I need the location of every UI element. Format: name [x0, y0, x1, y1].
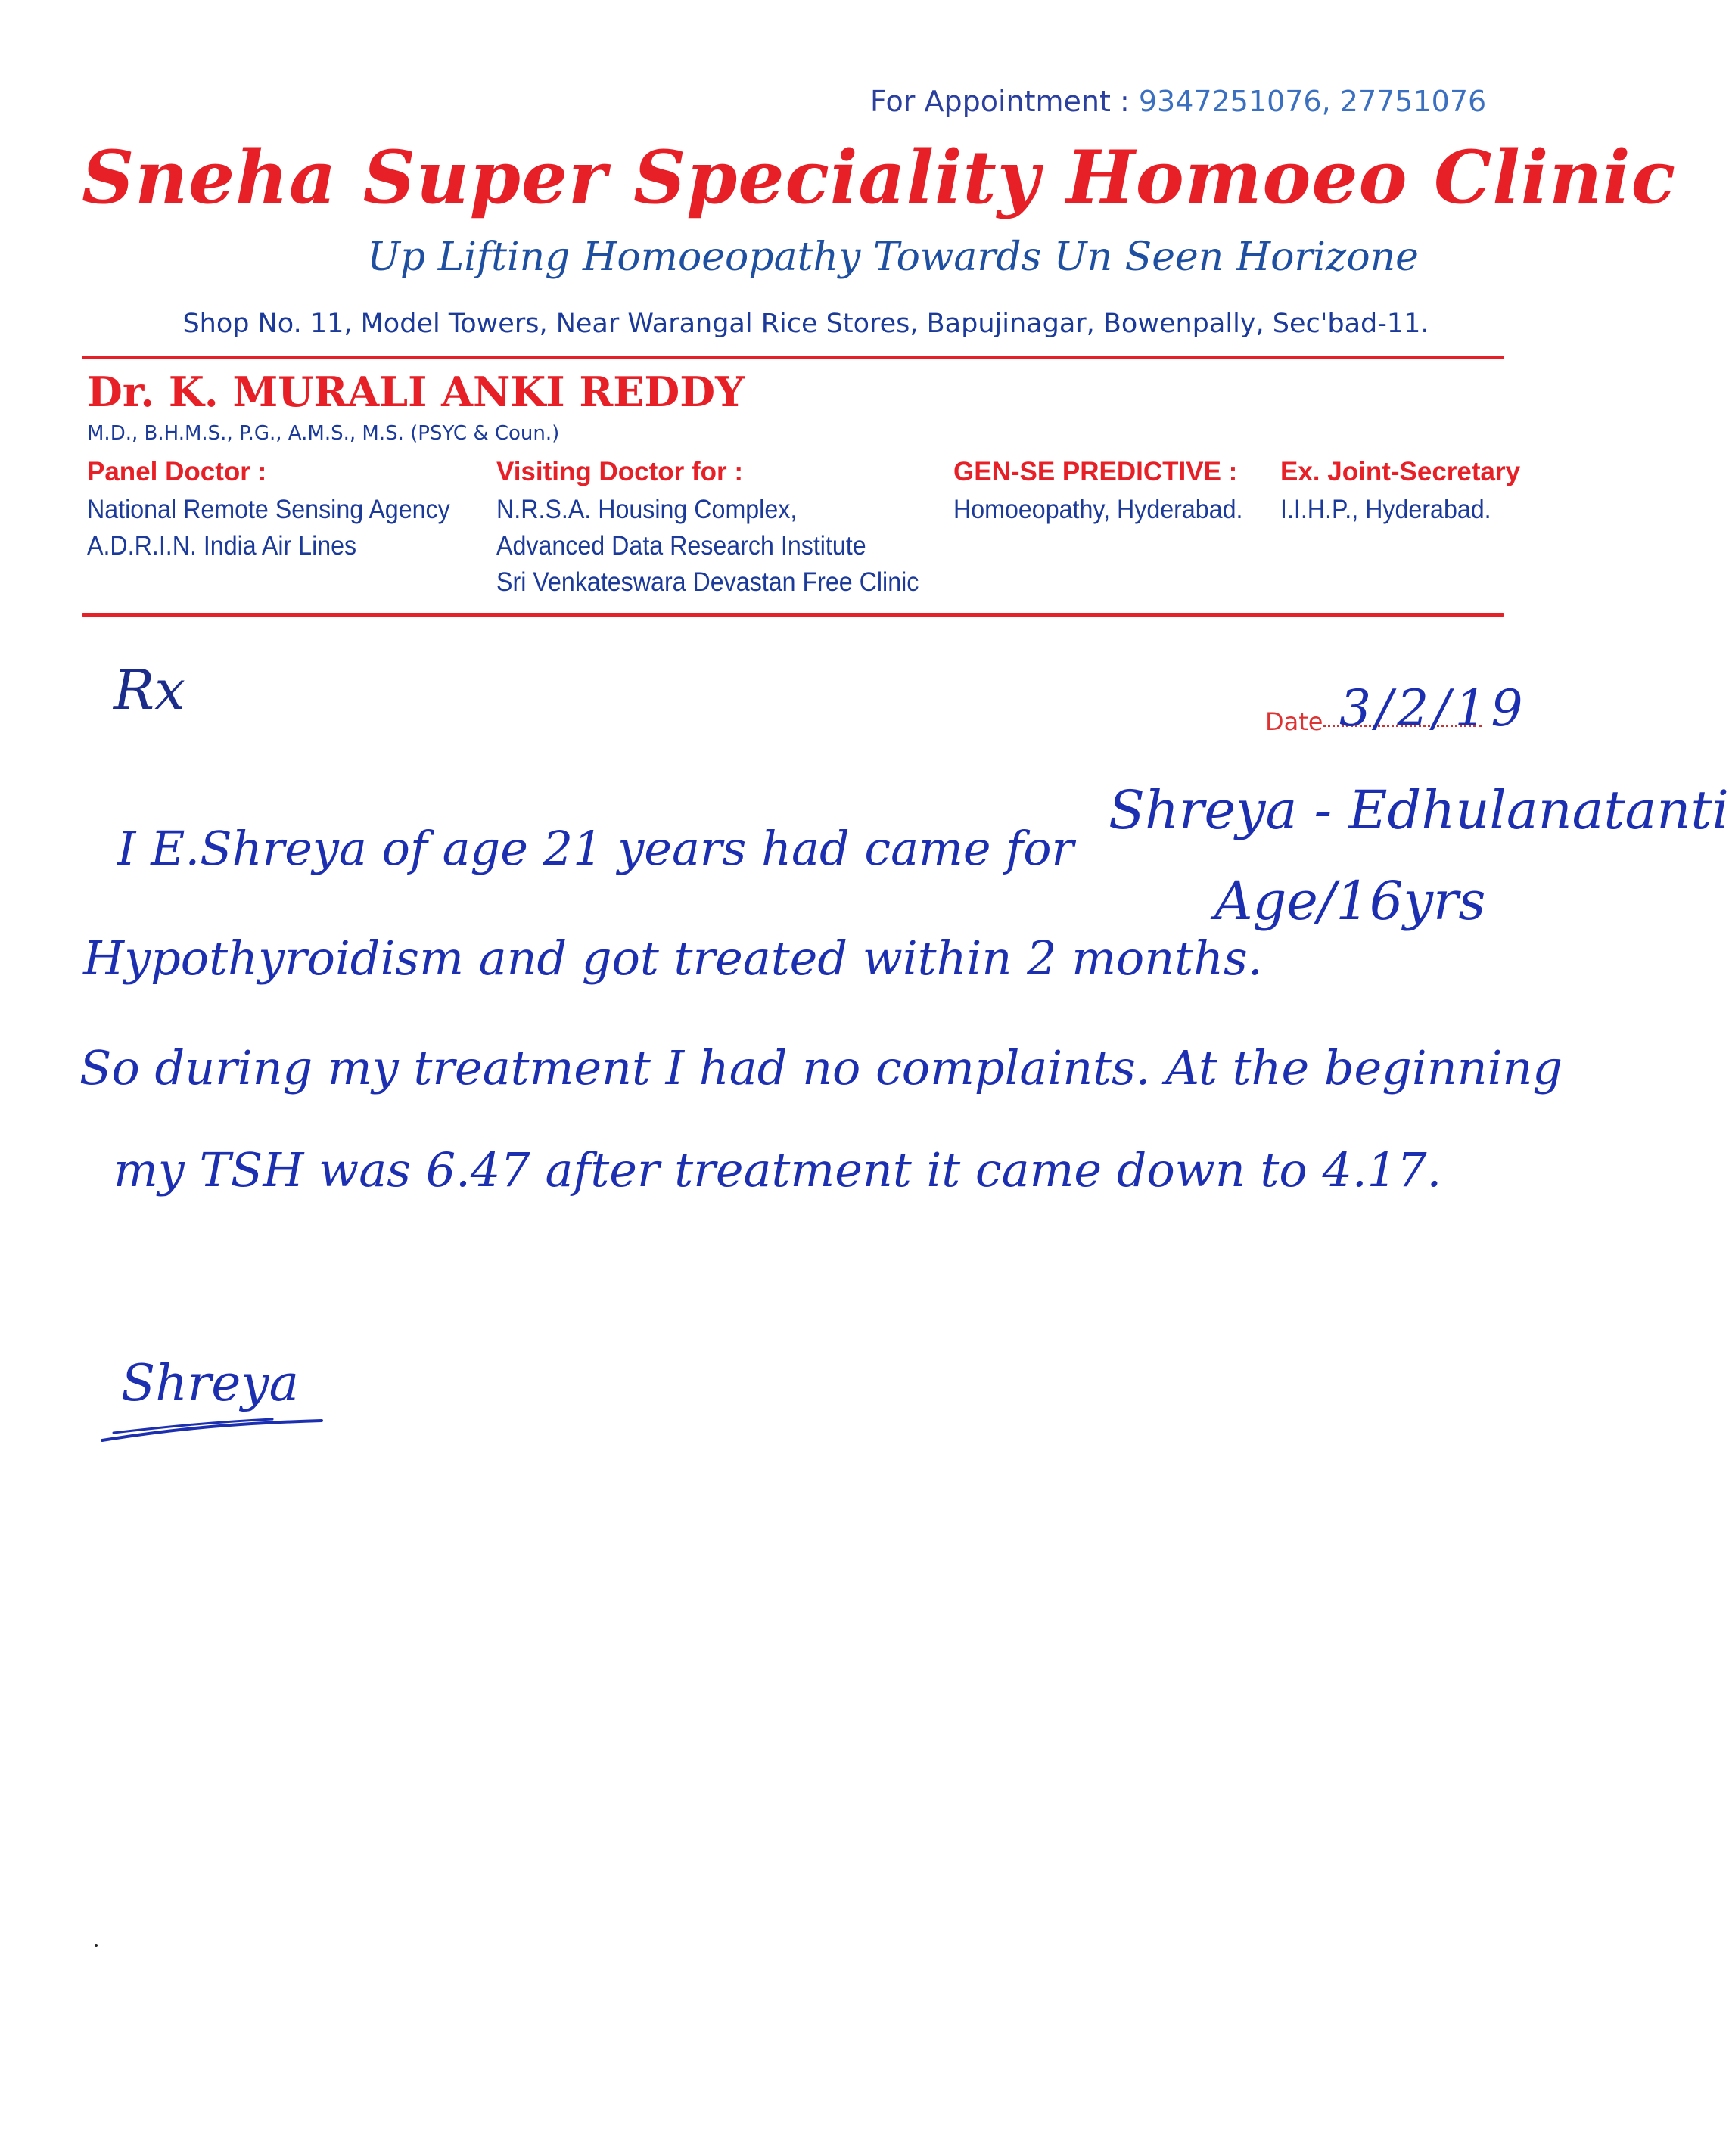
appointment-line — [870, 85, 1498, 118]
date-value: 3/2/19 — [1339, 679, 1528, 738]
doctor-name: Dr. K. MURALI ANKI REDDY — [87, 368, 745, 416]
gen-se-predictive-column — [953, 457, 1268, 531]
header-divider-bottom — [82, 613, 1504, 617]
handwritten-line: Hypothyroidism and got treated within 2 months. — [83, 930, 1263, 986]
header-divider-top — [82, 356, 1504, 359]
clinic-name: Sneha Super Speciality Homoeo Clinic — [82, 135, 1677, 220]
clinic-tagline: Up Lifting Homoeopathy Towards Un Seen Horizone — [367, 235, 1419, 280]
appointment-numbers: 9347251076, 27751076 — [1138, 85, 1487, 118]
rx-symbol: Rx — [114, 658, 185, 722]
patient-signature: Shreya — [121, 1354, 299, 1412]
column-line: N.R.S.A. Housing Complex, — [496, 495, 798, 524]
appointment-label: For Appointment : — [870, 85, 1130, 118]
column-line: National Remote Sensing Agency — [87, 495, 450, 524]
column-line: I.I.H.P., Hyderabad. — [1280, 495, 1491, 524]
paper-speck — [95, 1944, 98, 1947]
column-heading: Ex. Joint-Secretary — [1280, 457, 1521, 486]
date-label: Date — [1265, 707, 1323, 736]
visiting-doctor-column — [496, 457, 956, 604]
patient-age-note: Age/16yrs — [1214, 870, 1486, 932]
clinic-address: Shop No. 11, Model Towers, Near Warangal Rice Stores, Bapujinagar, Bowenpally, Sec'bad-11. — [182, 309, 1429, 339]
column-heading: GEN-SE PREDICTIVE : — [953, 457, 1238, 486]
column-heading: Visiting Doctor for : — [496, 457, 744, 486]
column-line: A.D.R.I.N. India Air Lines — [87, 531, 357, 561]
doctor-qualification: M.D., B.H.M.S., P.G., A.M.S., M.S. (PSYC & Coun.) — [87, 422, 560, 445]
signature-flourish — [98, 1416, 325, 1446]
joint-secretary-column — [1280, 457, 1520, 531]
panel-doctor-column — [87, 457, 481, 567]
column-line: Sri Venkateswara Devastan Free Clinic — [496, 567, 919, 597]
handwritten-line: I E.Shreya of age 21 years had came for — [117, 821, 1074, 876]
column-heading: Panel Doctor : — [87, 457, 267, 486]
column-line: Homoeopathy, Hyderabad. — [953, 495, 1243, 524]
column-line: Advanced Data Research Institute — [496, 531, 866, 561]
handwritten-line: my TSH was 6.47 after treatment it came down to 4.17. — [114, 1142, 1442, 1198]
handwritten-line: So during my treatment I had no complaints. At the beginning — [79, 1040, 1563, 1095]
patient-name-note: Shreya - Edhulanatanti — [1109, 779, 1729, 841]
